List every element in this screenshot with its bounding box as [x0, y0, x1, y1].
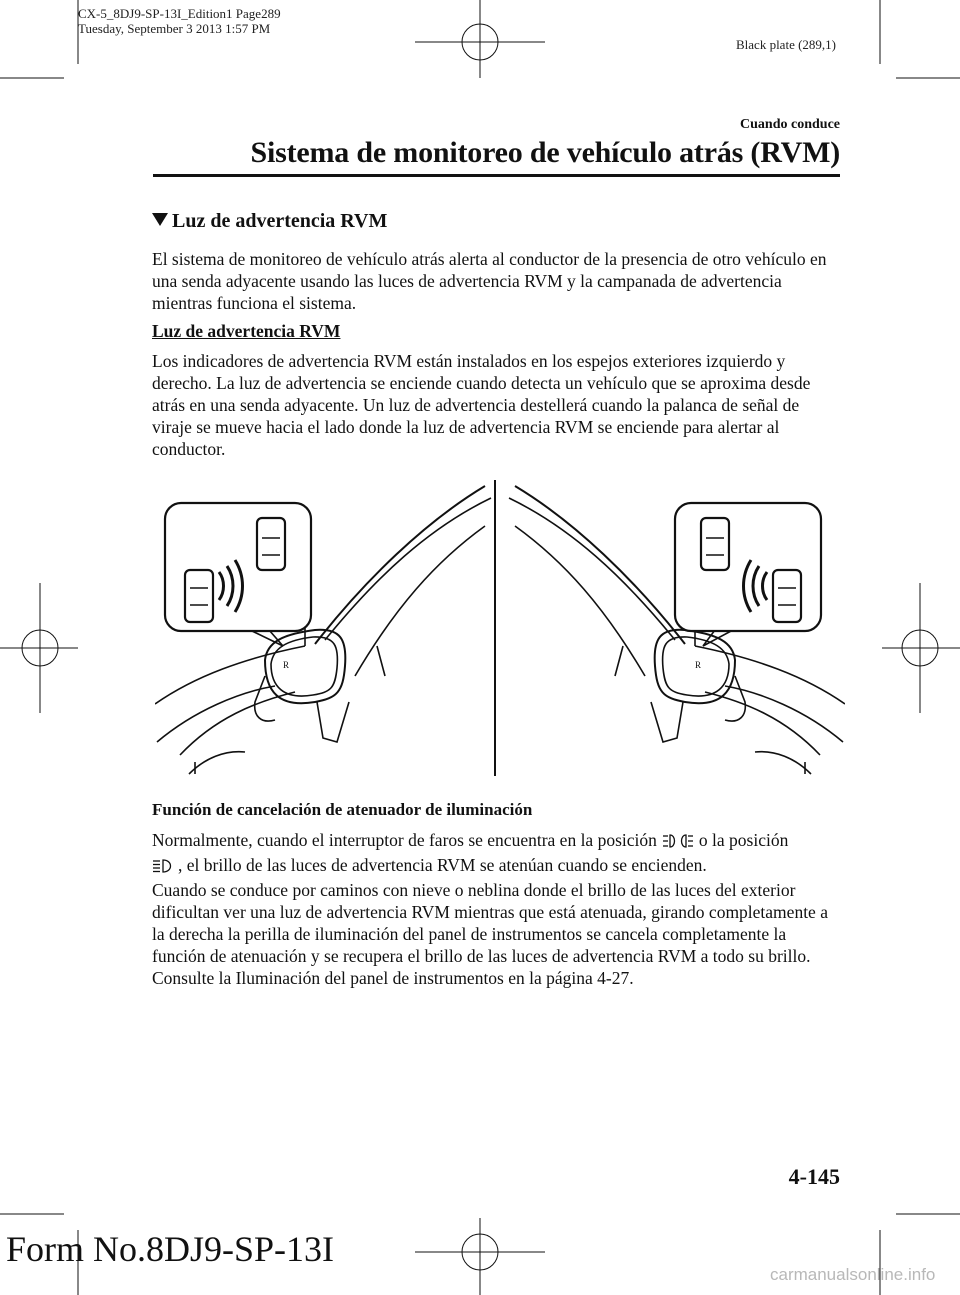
intro-paragraph: El sistema de monitoreo de vehículo atrás alerta al conductor de la presencia de otro vehículo en una senda adyacente usando las luces de advertencia RVM y la campanada de advertencia mientras funciona el sistema.: [152, 249, 827, 313]
registration-mark-bottom: [415, 1218, 545, 1295]
svg-text:R: R: [283, 660, 290, 670]
parking-light-icon: [661, 832, 695, 854]
form-number: Form No.8DJ9-SP-13I: [6, 1229, 335, 1269]
registration-mark-left: [0, 583, 78, 713]
page-title: Sistema de monitoreo de vehículo atrás (RVM): [250, 136, 840, 169]
left-callout: [165, 503, 311, 670]
subsection-title-warning-light: Luz de advertencia RVM: [152, 321, 341, 341]
right-callout: [675, 503, 821, 670]
svg-text:R: R: [695, 660, 702, 670]
warning-light-paragraph: Los indicadores de advertencia RVM están instalados en los espejos exteriores izquierdo y derecho. La luz de advertencia se enciende cuando detecta un vehículo que se aproxima desde atrás en una senda adyacente. Un luz de advertencia destellerá cuando la palanca de señal de viraje se mueve hacia el lado donde la luz de advertencia RVM se enciende para alertar al conductor.: [152, 351, 811, 459]
site-watermark: carmanualsonline.info: [770, 1265, 936, 1284]
dimmer-text-a: Normalmente, cuando el interruptor de faros se encuentra en la posición: [152, 830, 657, 850]
page-number: 4-145: [788, 1164, 840, 1189]
section-title: [152, 210, 387, 233]
rvm-mirror-illustration: [155, 480, 845, 780]
registration-mark-right: [882, 583, 960, 713]
dimmer-text-e: Consulte la Iluminación del panel de instrumentos en la página 4-27.: [152, 968, 634, 988]
dimmer-paragraph: [152, 829, 842, 989]
chapter-label: Cuando conduce: [740, 117, 840, 132]
print-meta-file: CX-5_8DJ9-SP-13I_Edition1 Page289: [78, 6, 281, 21]
header-rule: [153, 174, 840, 177]
triangle-bullet-icon: [152, 213, 168, 226]
print-meta: [78, 6, 281, 36]
dimmer-text-b: o la posición: [698, 830, 789, 850]
registration-mark-top: [415, 0, 545, 78]
print-meta-date: Tuesday, September 3 2013 1:57 PM: [78, 21, 271, 36]
dimmer-text-c: , el brillo de las luces de advertencia RVM se atenúan cuando se encienden.: [178, 855, 707, 875]
section-title-text: Luz de advertencia RVM: [172, 210, 388, 232]
subsection-title-dimmer: Función de cancelación de atenuador de iluminación: [152, 800, 533, 819]
headlight-icon: [152, 857, 174, 879]
plate-label: Black plate (289,1): [736, 37, 836, 52]
dimmer-text-d: Cuando se conduce por caminos con nieve o neblina donde el brillo de las luces del exterior dificultan ver una luz de advertencia RVM mientras que está atenuada, girando completamente a la derecha la perilla de iluminación del panel de instrumentos se cancela completamente la función de atenuación y se recupera el brillo de las luces de advertencia RVM a todo su brillo.: [152, 880, 828, 966]
